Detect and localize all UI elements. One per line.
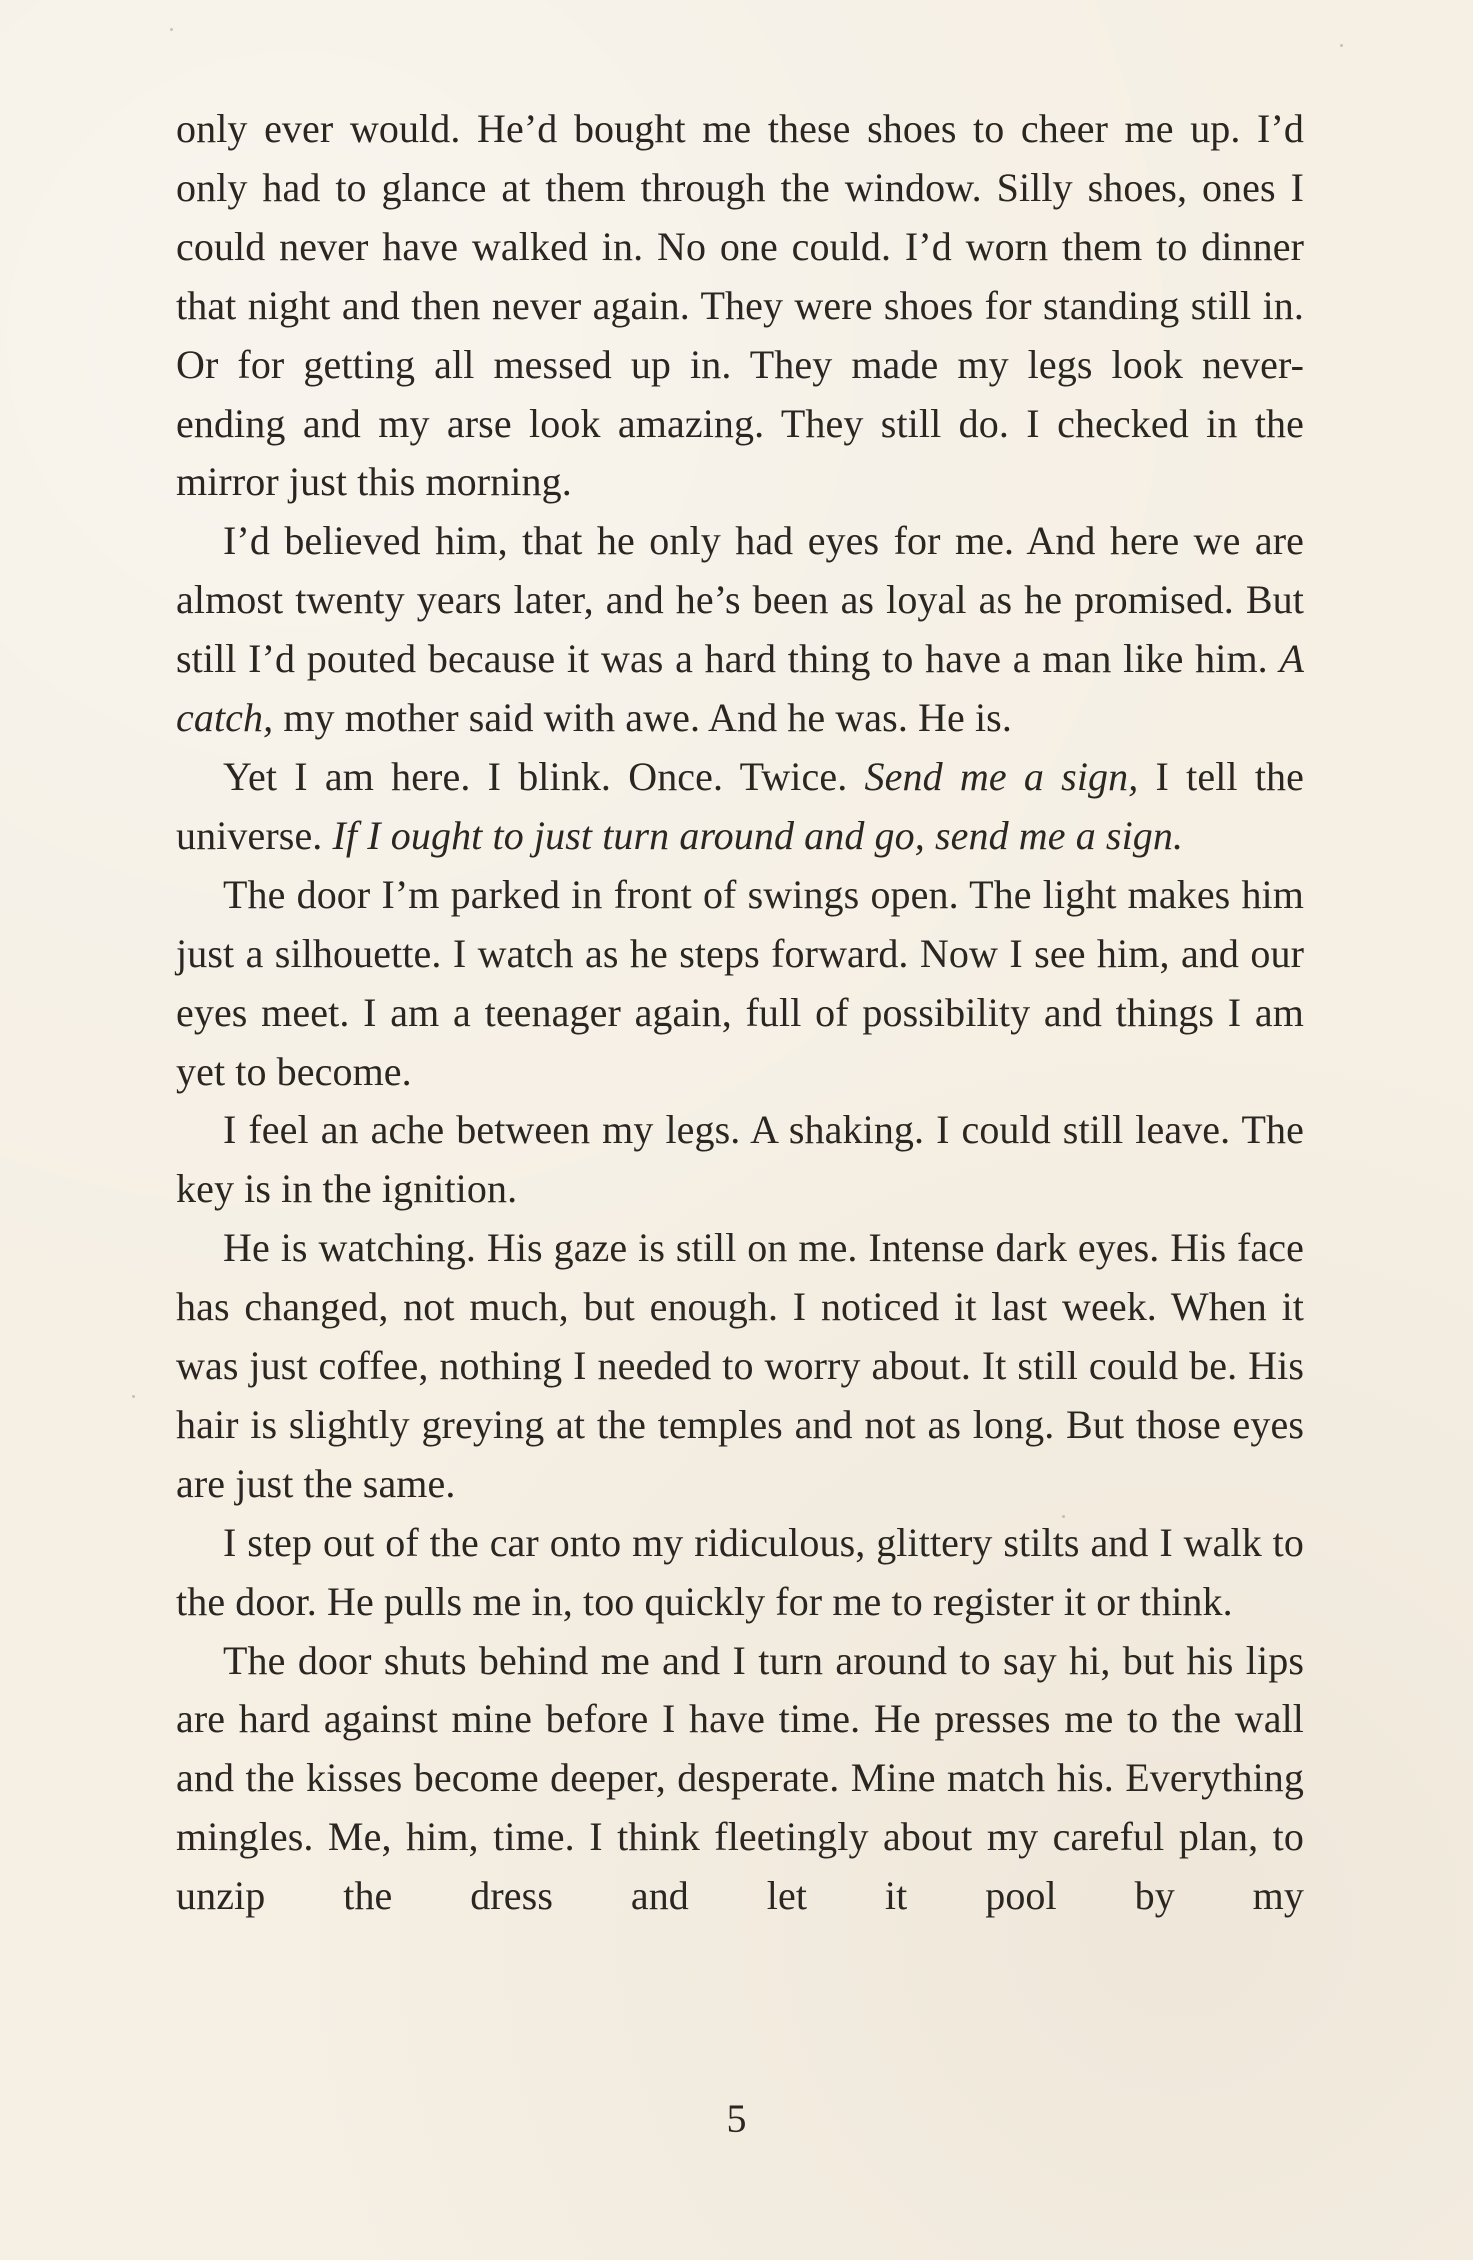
paragraph-5 xyxy=(176,1101,1304,1219)
paragraph-3-text-a: Yet I am here. I blink. Once. Twice. xyxy=(223,753,865,799)
body-text xyxy=(176,100,1304,1926)
paragraph-8-text: The door shuts behind me and I turn around to say hi, but his lips are hard against mine before I have time. He presses me to the wall and the kisses become deeper, desperate. Mine match his. Everything mingles. Me, him, time. I think fleetingly about my careful plan, to unzip the dress and let it pool by my xyxy=(176,1637,1304,1919)
paragraph-2-italic: A catch, xyxy=(176,636,1304,741)
paragraph-4 xyxy=(176,866,1304,1102)
paragraph-8 xyxy=(176,1632,1304,1927)
paragraph-3-italic-a: Send me a sign, xyxy=(864,753,1139,799)
paper-speck xyxy=(1340,44,1343,47)
paragraph-3 xyxy=(176,748,1304,866)
paragraph-6 xyxy=(176,1219,1304,1514)
paragraph-6-text: He is watching. His gaze is still on me. Intense dark eyes. His face has changed, not much, but enough. I noticed it last week. When it was just coffee, nothing I needed to worry about. It still could be. His hair is slightly greying at the temples and not as long. But those eyes are just the same. xyxy=(176,1225,1304,1506)
paragraph-1-text: only ever would. He’d bought me these shoes to cheer me up. I’d only had to glance at them through the window. Silly shoes, ones I could never have walked in. No one could. I’d worn them to dinner that night and then never again. They were shoes for standing still in. Or for getting all messed up in. They made my legs look never-ending and my arse look amazing. They still do. I checked in the mirror just this morning. xyxy=(176,106,1304,505)
paragraph-2-text-b: my mother said with awe. And he was. He is. xyxy=(273,695,1012,741)
paper-speck xyxy=(132,1395,135,1398)
paragraph-1 xyxy=(176,100,1304,512)
paragraph-3-text-b: I tell the universe. xyxy=(176,753,1304,858)
paper-speck xyxy=(170,28,173,31)
paragraph-3-italic-b: If I ought to just turn around and go, send me a sign. xyxy=(332,812,1184,858)
paragraph-2-text-a: I’d believed him, that he only had eyes for me. And here we are almost twenty years later, and he’s been as loyal as he promised. But still I’d pouted because it was a hard thing to have a man like him. xyxy=(176,518,1304,682)
paragraph-7 xyxy=(176,1514,1304,1632)
paragraph-5-text: I feel an ache between my legs. A shaking. I could still leave. The key is in the ignition. xyxy=(176,1107,1304,1212)
paragraph-2 xyxy=(176,512,1304,748)
paragraph-7-text: I step out of the car onto my ridiculous, glittery stilts and I walk to the door. He pulls me in, too quickly for me to register it or think. xyxy=(176,1519,1304,1624)
paragraph-4-text: The door I’m parked in front of swings open. The light makes him just a silhouette. I watch as he steps forward. Now I see him, and our eyes meet. I am a teenager again, full of possibility and things I am yet to become. xyxy=(176,871,1304,1094)
page-number: 5 xyxy=(726,2096,747,2141)
